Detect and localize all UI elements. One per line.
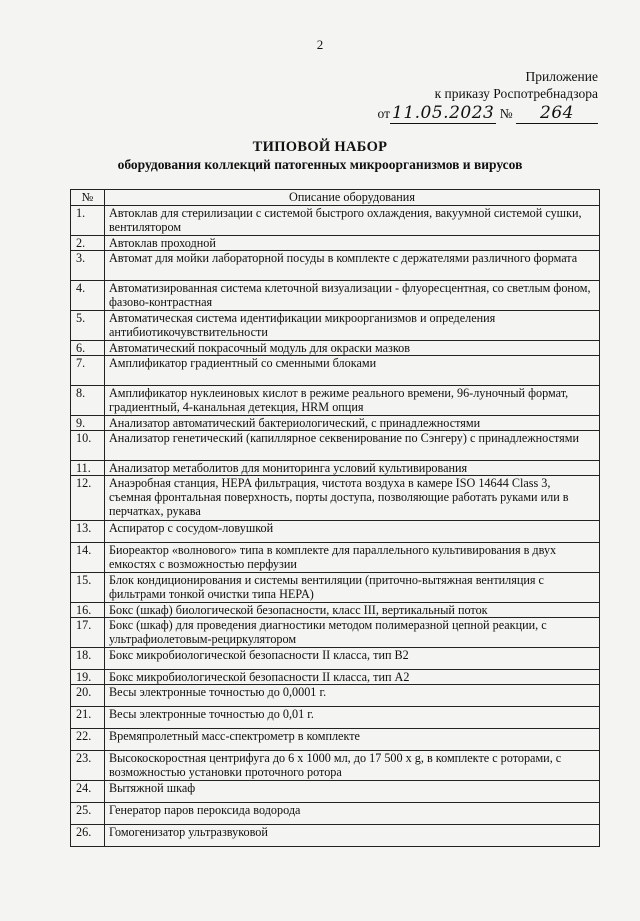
table-row (71, 618, 600, 648)
table-row (71, 729, 600, 751)
table-row (71, 311, 600, 341)
row-number: 13. (71, 521, 105, 543)
row-number: 6. (71, 341, 105, 356)
table-header-row (71, 190, 600, 206)
column-header-description: Описание оборудования (105, 190, 600, 206)
table-row (71, 648, 600, 670)
page-number: 2 (316, 37, 324, 52)
row-number: 21. (71, 707, 105, 729)
row-number: 26. (71, 825, 105, 847)
table-row (71, 236, 600, 251)
row-description: Анализатор автоматический бактериологический, с принадлежностями (105, 416, 600, 431)
order-date: 11.05.2023 (392, 103, 495, 123)
document-subtitle: оборудования коллекций патогенных микроорганизмов и вирусов (117, 157, 523, 172)
table-row (71, 573, 600, 603)
row-description: Автоклав для стерилизации с системой быстрого охлаждения, вакуумной системой сушки, вентилятором (105, 206, 600, 236)
row-description: Аспиратор с сосудом-ловушкой (105, 521, 600, 543)
row-description: Бокс (шкаф) для проведения диагностики методом полимеразной цепной реакции, с ультрафиолетовым-рециркулятором (105, 618, 600, 648)
row-number: 1. (71, 206, 105, 236)
table-row (71, 670, 600, 685)
table-row (71, 461, 600, 476)
table-row (71, 543, 600, 573)
table-row (71, 825, 600, 847)
row-number: 25. (71, 803, 105, 825)
row-number: 22. (71, 729, 105, 751)
row-description: Автоматическая система идентификации микроорганизмов и определения антибиотикочувствительности (105, 311, 600, 341)
row-description: Весы электронные точностью до 0,0001 г. (105, 685, 600, 707)
row-number: 14. (71, 543, 105, 573)
row-number: 20. (71, 685, 105, 707)
row-description: Вытяжной шкаф (105, 781, 600, 803)
row-number: 24. (71, 781, 105, 803)
table-row (71, 521, 600, 543)
row-description: Времяпролетный масс-спектрометр в комплекте (105, 729, 600, 751)
table-row (71, 386, 600, 416)
row-description: Автоклав проходной (105, 236, 600, 251)
row-number: 18. (71, 648, 105, 670)
table-row (71, 341, 600, 356)
column-header-number: № (71, 190, 105, 206)
row-description: Амплификатор нуклеиновых кислот в режиме реального времени, 96-луночный формат, градиентный, 4-канальная детекция, HRM опция (105, 386, 600, 416)
row-number: 17. (71, 618, 105, 648)
row-description: Анаэробная станция, HEPA фильтрация, чистота воздуха в камере ISO 14644 Class 3, съемная фронтальная поверхность, порты доступа, позволяющие работать руками или в перчатках, рукава (105, 476, 600, 521)
row-number: 16. (71, 603, 105, 618)
annex-title: Приложение (525, 69, 598, 84)
table-row (71, 251, 600, 281)
row-number: 9. (71, 416, 105, 431)
row-description: Генератор паров пероксида водорода (105, 803, 600, 825)
table-row (71, 781, 600, 803)
table-row (71, 281, 600, 311)
row-description: Автоматический покрасочный модуль для окраски мазков (105, 341, 600, 356)
row-description: Автомат для мойки лабораторной посуды в комплекте с держателями различного формата (105, 251, 600, 281)
row-number: 4. (71, 281, 105, 311)
annex-header (435, 68, 598, 102)
table-row (71, 416, 600, 431)
row-number: 11. (71, 461, 105, 476)
row-number: 8. (71, 386, 105, 416)
annex-order-ref: к приказу Роспотребнадзора (434, 86, 598, 101)
row-description: Бокс микробиологической безопасности II класса, тип A2 (105, 670, 600, 685)
equipment-table (70, 189, 600, 847)
row-number: 19. (71, 670, 105, 685)
row-description: Бокс микробиологической безопасности II класса, тип B2 (105, 648, 600, 670)
table-row (71, 356, 600, 386)
table-row (71, 751, 600, 781)
row-description: Анализатор метаболитов для мониторинга условий культивирования (105, 461, 600, 476)
row-description: Амплификатор градиентный со сменными блоками (105, 356, 600, 386)
order-number: 264 (516, 103, 598, 124)
row-description: Весы электронные точностью до 0,01 г. (105, 707, 600, 729)
row-description: Анализатор генетический (капиллярное секвенирование по Сэнгеру) с принадлежностями (105, 431, 600, 461)
row-number: 5. (71, 311, 105, 341)
row-description: Биореактор «волнового» типа в комплекте для параллельного культивирования в двух емкостях с возможностью перфузии (105, 543, 600, 573)
row-number: 23. (71, 751, 105, 781)
row-description: Автоматизированная система клеточной визуализации - флуоресцентная, со светлым фоном, фазово-контрастная (105, 281, 600, 311)
table-row (71, 476, 600, 521)
row-number: 15. (71, 573, 105, 603)
row-number: 2. (71, 236, 105, 251)
number-prefix: № (499, 106, 513, 121)
order-date-number (378, 103, 598, 124)
row-description: Высокоскоростная центрифуга до 6 х 1000 мл, до 17 500 х g, в комплекте с роторами, с возможностью установки проточного ротора (105, 751, 600, 781)
table-row (71, 803, 600, 825)
row-number: 10. (71, 431, 105, 461)
row-number: 12. (71, 476, 105, 521)
table-row (71, 707, 600, 729)
table-row (71, 685, 600, 707)
row-number: 3. (71, 251, 105, 281)
document-title: ТИПОВОЙ НАБОР (252, 139, 388, 155)
table-row (71, 206, 600, 236)
row-number: 7. (71, 356, 105, 386)
row-description: Бокс (шкаф) биологической безопасности, класс III, вертикальный поток (105, 603, 600, 618)
table-row (71, 431, 600, 461)
date-prefix: от (377, 106, 391, 121)
row-description: Гомогенизатор ультразвуковой (105, 825, 600, 847)
row-description: Блок кондиционирования и системы вентиляции (приточно-вытяжная вентиляция с фильтрами тонкой очистки типа HEPA) (105, 573, 600, 603)
table-row (71, 603, 600, 618)
